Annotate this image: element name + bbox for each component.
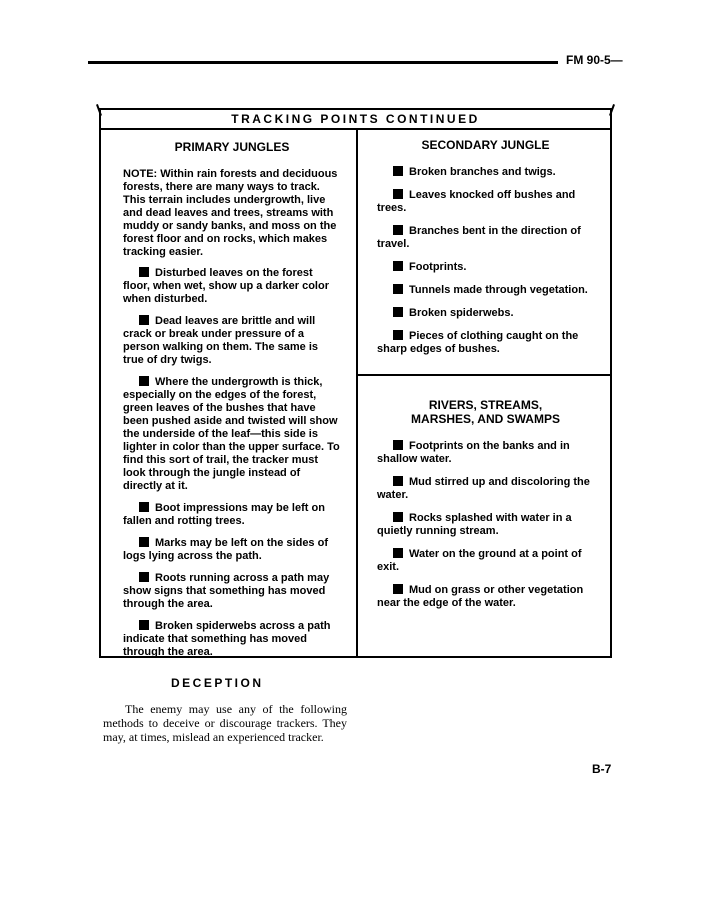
square-bullet-icon	[139, 572, 149, 582]
list-item: Dead leaves are brittle and will crack or break under pressure of a person walking on them. The same is true of dry twigs.	[123, 315, 318, 366]
secondary-jungle-heading: SECONDARY JUNGLE	[421, 138, 550, 152]
list-item: Tunnels made through vegetation.	[377, 284, 594, 297]
section-divider	[358, 374, 610, 376]
square-bullet-icon	[393, 440, 403, 450]
list-item: Leaves knocked off bushes and trees.	[377, 189, 576, 214]
list-item: Footprints.	[377, 261, 594, 274]
page-number: B-7	[592, 762, 612, 776]
list-item: Footprints on the banks and in shallow water.	[377, 440, 570, 465]
primary-jungles-column	[123, 140, 341, 668]
list-item: Broken spiderwebs across a path indicate that something has moved through the area.	[123, 620, 331, 658]
list-item: Mud stirred up and discoloring the water.	[377, 476, 590, 501]
square-bullet-icon	[393, 330, 403, 340]
square-bullet-icon	[393, 584, 403, 594]
primary-jungles-heading: PRIMARY JUNGLES	[174, 140, 290, 154]
square-bullet-icon	[139, 537, 149, 547]
column-divider	[356, 130, 358, 656]
square-bullet-icon	[393, 307, 403, 317]
square-bullet-icon	[139, 267, 149, 277]
table-title: TRACKING POINTS CONTINUED	[101, 110, 610, 130]
header-rule	[88, 61, 558, 64]
list-item: Roots running across a path may show signs that something has moved through the area.	[123, 572, 330, 610]
square-bullet-icon	[139, 620, 149, 630]
manual-id: FM 90-5—	[566, 53, 623, 67]
square-bullet-icon	[393, 261, 403, 271]
list-item: Marks may be left on the sides of logs lying across the path.	[123, 537, 328, 562]
deception-heading: DECEPTION	[171, 676, 264, 690]
list-item: Broken spiderwebs.	[377, 307, 594, 320]
list-item: Branches bent in the direction of travel.	[377, 225, 581, 250]
list-item: Boot impressions may be left on fallen and rotting trees.	[123, 502, 325, 527]
square-bullet-icon	[393, 225, 403, 235]
list-item: Broken branches and twigs.	[377, 166, 594, 179]
square-bullet-icon	[393, 284, 403, 294]
list-item: Where the undergrowth is thick, especially on the edges of the forest, green leaves of the bushes that have been pushed aside and twisted will show the underside of the leaf—this side is lighter in color than the upper surface. To find this sort of trail, the tracker must look through the jungle instead of directly at it.	[123, 376, 340, 492]
square-bullet-icon	[139, 315, 149, 325]
deception-paragraph: The enemy may use any of the following methods to deceive or discourage trackers. They may, at times, mislead an experienced tracker.	[103, 702, 347, 744]
square-bullet-icon	[393, 512, 403, 522]
square-bullet-icon	[139, 502, 149, 512]
list-item: Mud on grass or other vegetation near the edge of the water.	[377, 584, 584, 609]
square-bullet-icon	[393, 476, 403, 486]
note-paragraph: NOTE: Within rain forests and deciduous forests, there are many ways to track. This terrain includes undergrowth, live and dead leaves and trees, streams with muddy or sandy banks, and moss on the forest floor and on rocks, which makes tracking easier.	[123, 168, 338, 258]
list-item: Disturbed leaves on the forest floor, when wet, show up a darker color when disturbed.	[123, 267, 329, 305]
tracking-points-table	[99, 108, 612, 658]
square-bullet-icon	[393, 166, 403, 176]
list-item: Rocks splashed with water in a quietly running stream.	[377, 512, 572, 537]
rivers-streams-column	[377, 398, 594, 620]
rivers-streams-heading: RIVERS, STREAMS, MARSHES, AND SWAMPS	[411, 398, 560, 426]
list-item: Water on the ground at a point of exit.	[377, 548, 582, 573]
square-bullet-icon	[393, 189, 403, 199]
square-bullet-icon	[139, 376, 149, 386]
secondary-jungle-column	[377, 138, 594, 366]
list-item: Pieces of clothing caught on the sharp edges of bushes.	[377, 330, 579, 355]
square-bullet-icon	[393, 548, 403, 558]
